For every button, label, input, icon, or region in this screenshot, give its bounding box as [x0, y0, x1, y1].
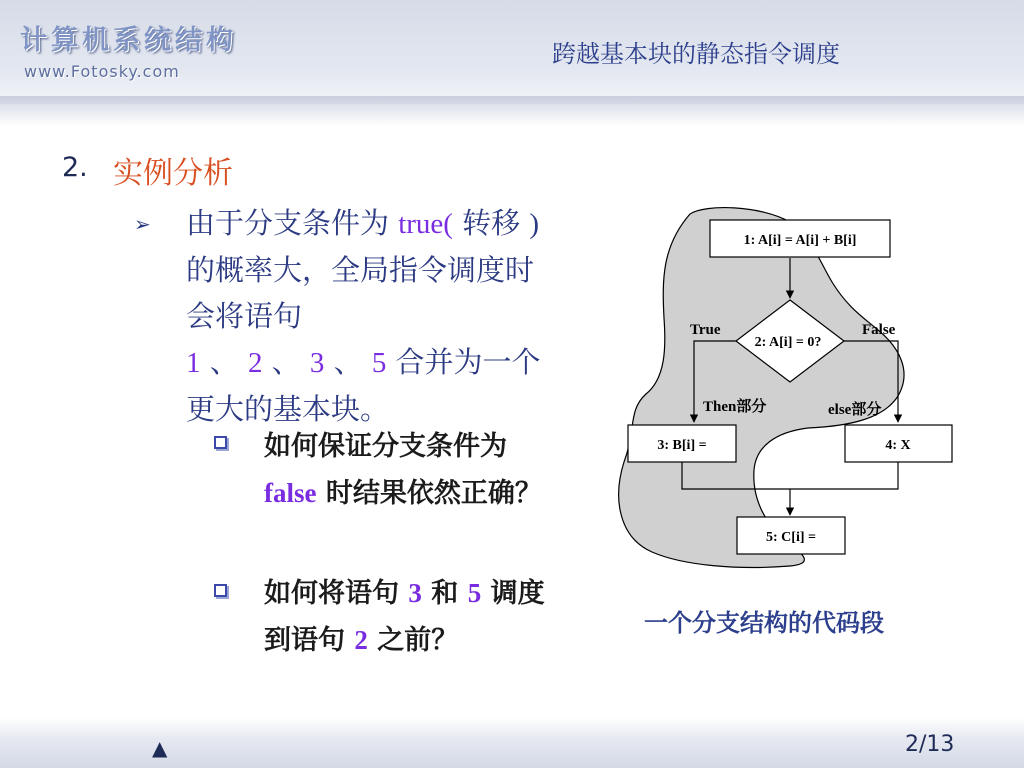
- stmt-1-label: 1: A[i] = A[i] + B[i]: [743, 233, 857, 248]
- question-2-text-b: 和: [421, 578, 468, 609]
- section-title: 实例分析: [113, 156, 233, 191]
- bullet-paren: ): [529, 208, 540, 240]
- question-1-text-a: 如何保证分支条件为: [264, 431, 507, 462]
- triangle-up-icon[interactable]: ▲: [152, 736, 168, 760]
- stmt-3-label: 3: B[i] =: [657, 438, 707, 453]
- bullet-text-1: 由于分支条件为: [186, 206, 399, 240]
- else-label: else部分: [828, 402, 882, 418]
- bullet-text-4: 合并为一个更大的基本块。: [186, 345, 541, 426]
- section-number: 2.: [62, 152, 88, 183]
- control-flow-diagram: [600, 200, 980, 580]
- false-label: False: [862, 322, 896, 338]
- bullet-true-keyword: true(: [398, 208, 453, 240]
- separator-1: 、: [200, 345, 239, 379]
- stmt-number-1: 1: [186, 347, 201, 379]
- question-2-stmt-2: 2: [354, 625, 368, 655]
- square-bullet-icon: [214, 584, 227, 597]
- stmt-4-label: 4: X: [885, 438, 911, 453]
- arrow-bullet-icon: ➢: [134, 212, 151, 236]
- separator-3: 、: [324, 345, 363, 379]
- page-number: 2/13: [905, 732, 955, 757]
- merged-block-region: [619, 208, 904, 568]
- question-2-stmt-3: 3: [408, 578, 422, 608]
- stmt-number-2: 2: [247, 347, 263, 379]
- stmt-number-5: 5: [371, 347, 387, 379]
- question-2-text-c: 调度到语句: [264, 578, 545, 656]
- then-label: Then部分: [703, 399, 767, 415]
- true-label: True: [690, 322, 721, 338]
- diagram-caption: 一个分支结构的代码段: [644, 609, 884, 637]
- question-1-text-b: 时结果依然正确？: [316, 478, 542, 509]
- question-1: [264, 424, 564, 517]
- slide-title: 跨越基本块的静态指令调度: [552, 40, 840, 68]
- bullet-text-3: 的概率大，全局指令调度时会将语句: [186, 253, 535, 333]
- question-1-false-keyword: false: [264, 478, 317, 508]
- bullet-text-2: 转移: [452, 206, 530, 240]
- brand-title: 计算机系统结构: [20, 25, 237, 56]
- question-2-text-d: 之前？: [367, 625, 459, 656]
- stmt-2-label: 2: A[i] = 0?: [754, 335, 822, 350]
- stmt-5-label: 5: C[i] =: [766, 530, 816, 545]
- stmt-number-3: 3: [309, 347, 325, 379]
- brand-url: www.Fotosky.com: [24, 62, 180, 81]
- bullet-paragraph: [186, 200, 546, 432]
- question-2: [264, 570, 564, 664]
- header-shadow: [0, 96, 1024, 126]
- question-2-stmt-5: 5: [467, 578, 482, 608]
- separator-2: 、: [262, 345, 301, 379]
- question-2-text-a: 如何将语句: [264, 578, 409, 609]
- square-bullet-icon: [214, 436, 227, 449]
